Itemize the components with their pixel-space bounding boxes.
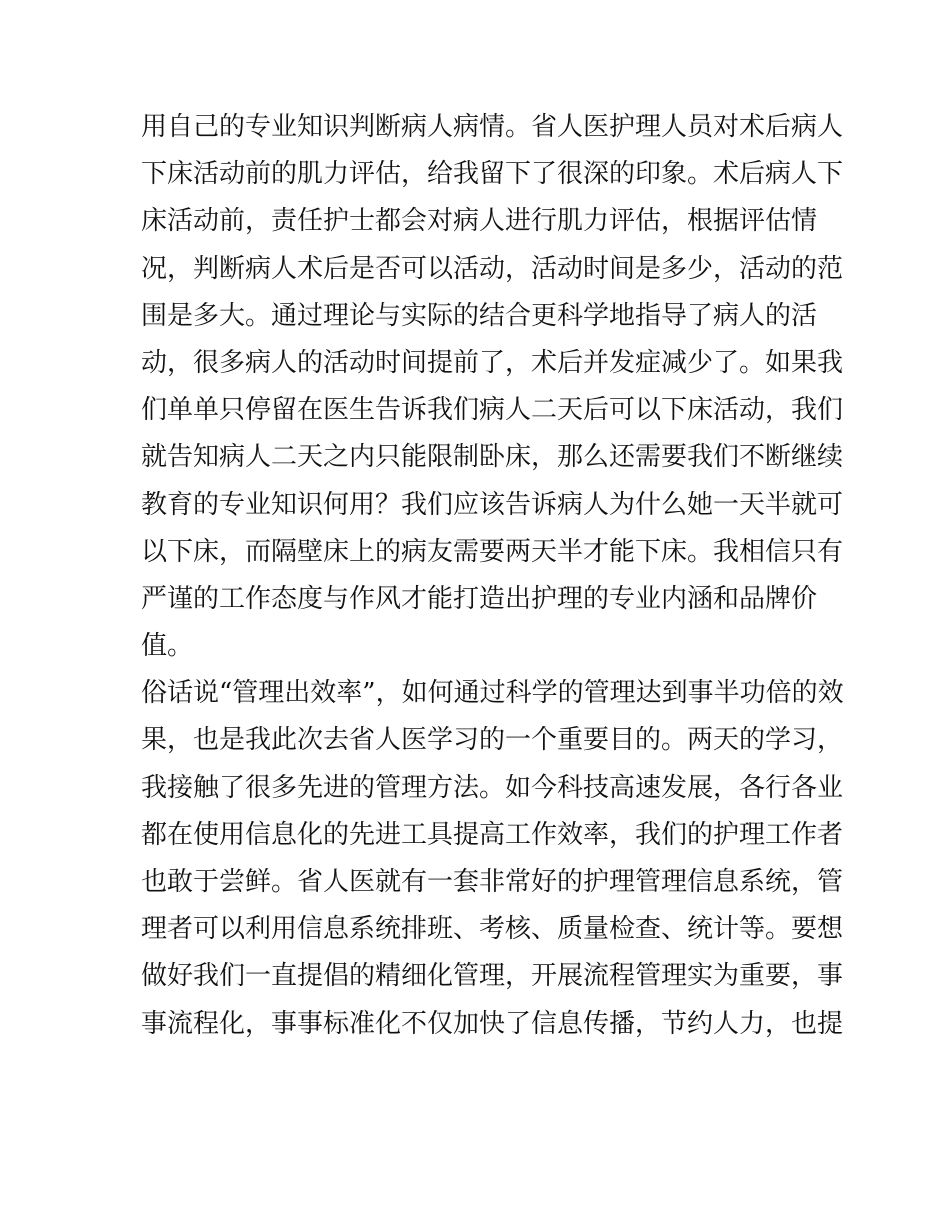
text-line: 值。 bbox=[141, 631, 194, 662]
text-line: 下床活动前的肌力评估，给我留下了很深的印象。术后病人下 bbox=[141, 159, 844, 190]
text-line: 也敢于尝鲜。省人医就有一套非常好的护理管理信息系统，管 bbox=[141, 867, 844, 897]
text-line: 我接触了很多先进的管理方法。如今科技高速发展，各行各业 bbox=[141, 772, 844, 803]
text-line: 事流程化，事事标准化不仅加快了信息传播，节约人力，也提 bbox=[141, 1008, 844, 1039]
text-line: 况，判断病人术后是否可以活动，活动时间是多少，活动的范 bbox=[141, 253, 844, 284]
text-line: 床活动前，责任护士都会对病人进行肌力评估，根据评估情 bbox=[141, 206, 818, 237]
text-line: 果，也是我此次去省人医学习的一个重要目的。两天的学习， bbox=[141, 725, 844, 756]
text-line: 理者可以利用信息系统排班、考核、质量检查、统计等。要想 bbox=[141, 914, 844, 945]
text-line: 教育的专业知识何用？我们应该告诉病人为什么她一天半就可 bbox=[141, 489, 844, 520]
text-line: 俗话说“管理出效率”，如何通过科学的管理达到事半功倍的效 bbox=[141, 678, 844, 709]
text-line: 用自己的专业知识判断病人病情。省人医护理人员对术后病人 bbox=[141, 112, 844, 142]
text-line: 做好我们一直提倡的精细化管理，开展流程管理实为重要，事 bbox=[141, 961, 844, 992]
text-line: 严谨的工作态度与作风才能打造出护理的专业内涵和品牌价 bbox=[141, 583, 818, 614]
text-line: 都在使用信息化的先进工具提高工作效率，我们的护理工作者 bbox=[141, 819, 844, 850]
text-line: 动，很多病人的活动时间提前了，术后并发症减少了。如果我 bbox=[141, 347, 844, 378]
text-line: 以下床，而隔壁床上的病友需要两天半才能下床。我相信只有 bbox=[141, 536, 844, 567]
body-text bbox=[141, 104, 844, 1048]
text-line: 围是多大。通过理论与实际的结合更科学地指导了病人的活 bbox=[141, 300, 818, 331]
text-line: 就告知病人二天之内只能限制卧床，那么还需要我们不断继续 bbox=[141, 442, 844, 473]
text-line: 们单单只停留在医生告诉我们病人二天后可以下床活动，我们 bbox=[141, 395, 844, 426]
